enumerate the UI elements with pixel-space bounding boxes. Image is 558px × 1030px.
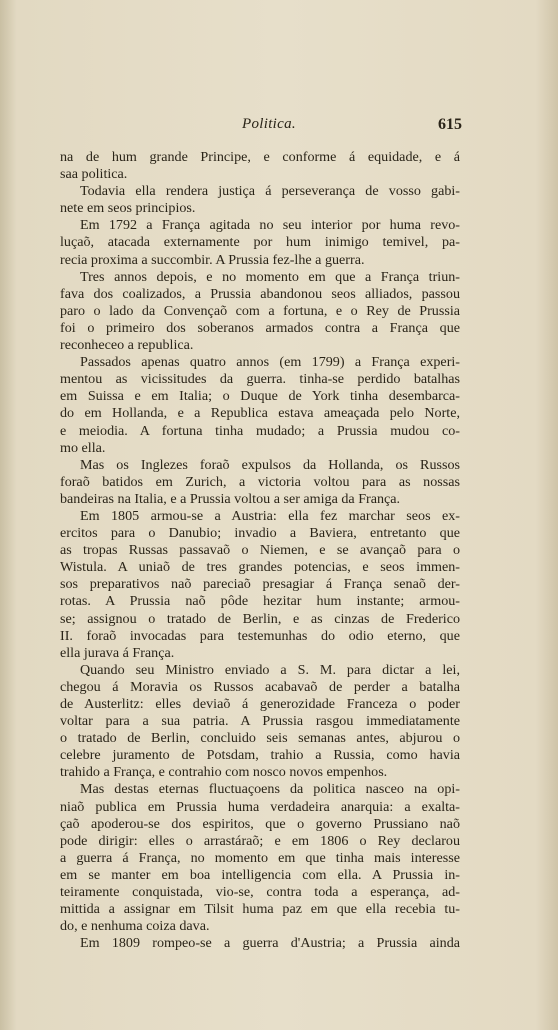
text-line: mentou as vicissitudes da guerra. tinha-se perdido batalhas: [60, 371, 460, 388]
text-line: Em 1809 rompeo-se a guerra d'Austria; a Prussia ainda: [80, 935, 460, 952]
text-line: II. foraõ invocadas para testemunhas do odio eterno, que: [60, 627, 460, 644]
text-line: çaõ apoderou-se dos espiritos, que o governo Prussiano naõ: [60, 815, 460, 832]
text-line: chegou á Moravia os Russos acabavaõ de perder a batalha: [60, 678, 460, 695]
text-line: em se manter em boa intelligencia com ella. A Prussia in-: [60, 866, 460, 883]
text-line: recia proxima a succombir. A Prussia fez-lhe a guerra.: [60, 251, 365, 268]
text-line: teiramente conquistada, vio-se, contra toda a esperança, ad-: [60, 884, 460, 901]
text-line: niaõ publica em Prussia huma verdadeira anarquia: a exalta-: [60, 798, 460, 815]
text-line: a guerra á França, no momento em que tinha mais interesse: [60, 849, 460, 866]
text-line: do, e nenhuma coiza dava.: [60, 918, 210, 935]
text-line: nete em seos principios.: [60, 200, 196, 217]
text-line: voltar para a sua patria. A Prussia rasgou immediatamente: [60, 713, 460, 730]
text-line: Em 1805 armou-se a Austria: ella fez marchar seos ex-: [80, 507, 460, 524]
text-line: Todavia ella rendera justiça á perseverança de vosso gabi-: [80, 183, 460, 200]
text-line: ella jurava á França.: [60, 644, 175, 661]
text-line: do em Hollanda, e a Republica estava ameaçada pelo Norte,: [60, 405, 460, 422]
text-line: paro o lado da Convençaõ com a fortuna, e o Rey de Prussia: [60, 302, 460, 319]
text-line: Em 1792 a França agitada no seu interior por huma revo-: [80, 217, 460, 234]
text-line: as tropas Russas passavaõ o Niemen, e se avançaõ para o: [60, 542, 460, 559]
text-line: Mas os Inglezes foraõ expulsos da Hollanda, os Russos: [80, 456, 460, 473]
text-line: sos preparativos naõ pareciaõ presagiar á França senaõ der-: [60, 576, 460, 593]
body-text: [60, 149, 460, 952]
text-line: bandeiras na Italia, e a Prussia voltou a ser amiga da França.: [60, 490, 401, 507]
text-line: rotas. A Prussia naõ pôde hezitar hum instante; armou-: [60, 593, 460, 610]
text-line: luçaõ, atacada externamente por hum inimigo temivel, pa-: [60, 234, 460, 251]
text-line: se; assignou o tratado de Berlin, e as cinzas de Frederico: [60, 610, 460, 627]
text-line: Quando seu Ministro enviado a S. M. para dictar a lei,: [80, 661, 460, 678]
text-line: mittida a assignar em Tilsit huma paz em que ella recebia tu-: [60, 901, 460, 918]
text-line: saa politica.: [60, 166, 128, 183]
text-line: Passados apenas quatro annos (em 1799) a França experi-: [80, 354, 460, 371]
text-line: foi o primeiro dos soberanos armados contra a França que: [60, 319, 460, 336]
text-line: Mas destas eternas fluctuaçoens da politica nasceo na opi-: [80, 781, 460, 798]
text-line: o tratado de Berlin, concluido seis semanas antes, abjurou o: [60, 730, 460, 747]
text-line: foraõ batidos em Zurich, a victoria voltou para as nossas: [60, 473, 460, 490]
text-line: e meiodia. A fortuna tinha mudado; a Prussia mudou co-: [60, 422, 460, 439]
text-line: trahido a França, e contrahio com nosco novos empenhos.: [60, 764, 388, 781]
text-line: na de hum grande Principe, e conforme á equidade, e á: [60, 149, 460, 165]
text-line: ercitos para o Danubio; invadio a Baviera, entretanto que: [60, 525, 460, 542]
text-line: de Austerlitz: elles deviaõ á generozidade Franceza o poder: [60, 696, 460, 712]
page-header: [60, 116, 460, 138]
text-line: Tres annos depois, e no momento em que a França triun-: [80, 268, 460, 285]
text-line: reconheceo a republica.: [60, 337, 194, 354]
page-number: 615: [438, 116, 462, 133]
running-title: Politica.: [242, 116, 296, 132]
text-line: Wistula. A uniaõ de tres grandes potencias, e seos immen-: [60, 559, 460, 576]
text-line: fava dos coalizados, a Prussia abandonou seos alliados, passou: [60, 285, 460, 302]
text-line: em Suissa e em Italia; o Duque de York tinha desembarca-: [60, 388, 460, 405]
text-line: pode dirigir: elles o arrastáraõ; e em 1806 o Rey declarou: [60, 832, 460, 849]
text-line: celebre juramento de Potsdam, trahio a Russia, como havia: [60, 747, 460, 764]
text-line: mo ella.: [60, 439, 106, 456]
